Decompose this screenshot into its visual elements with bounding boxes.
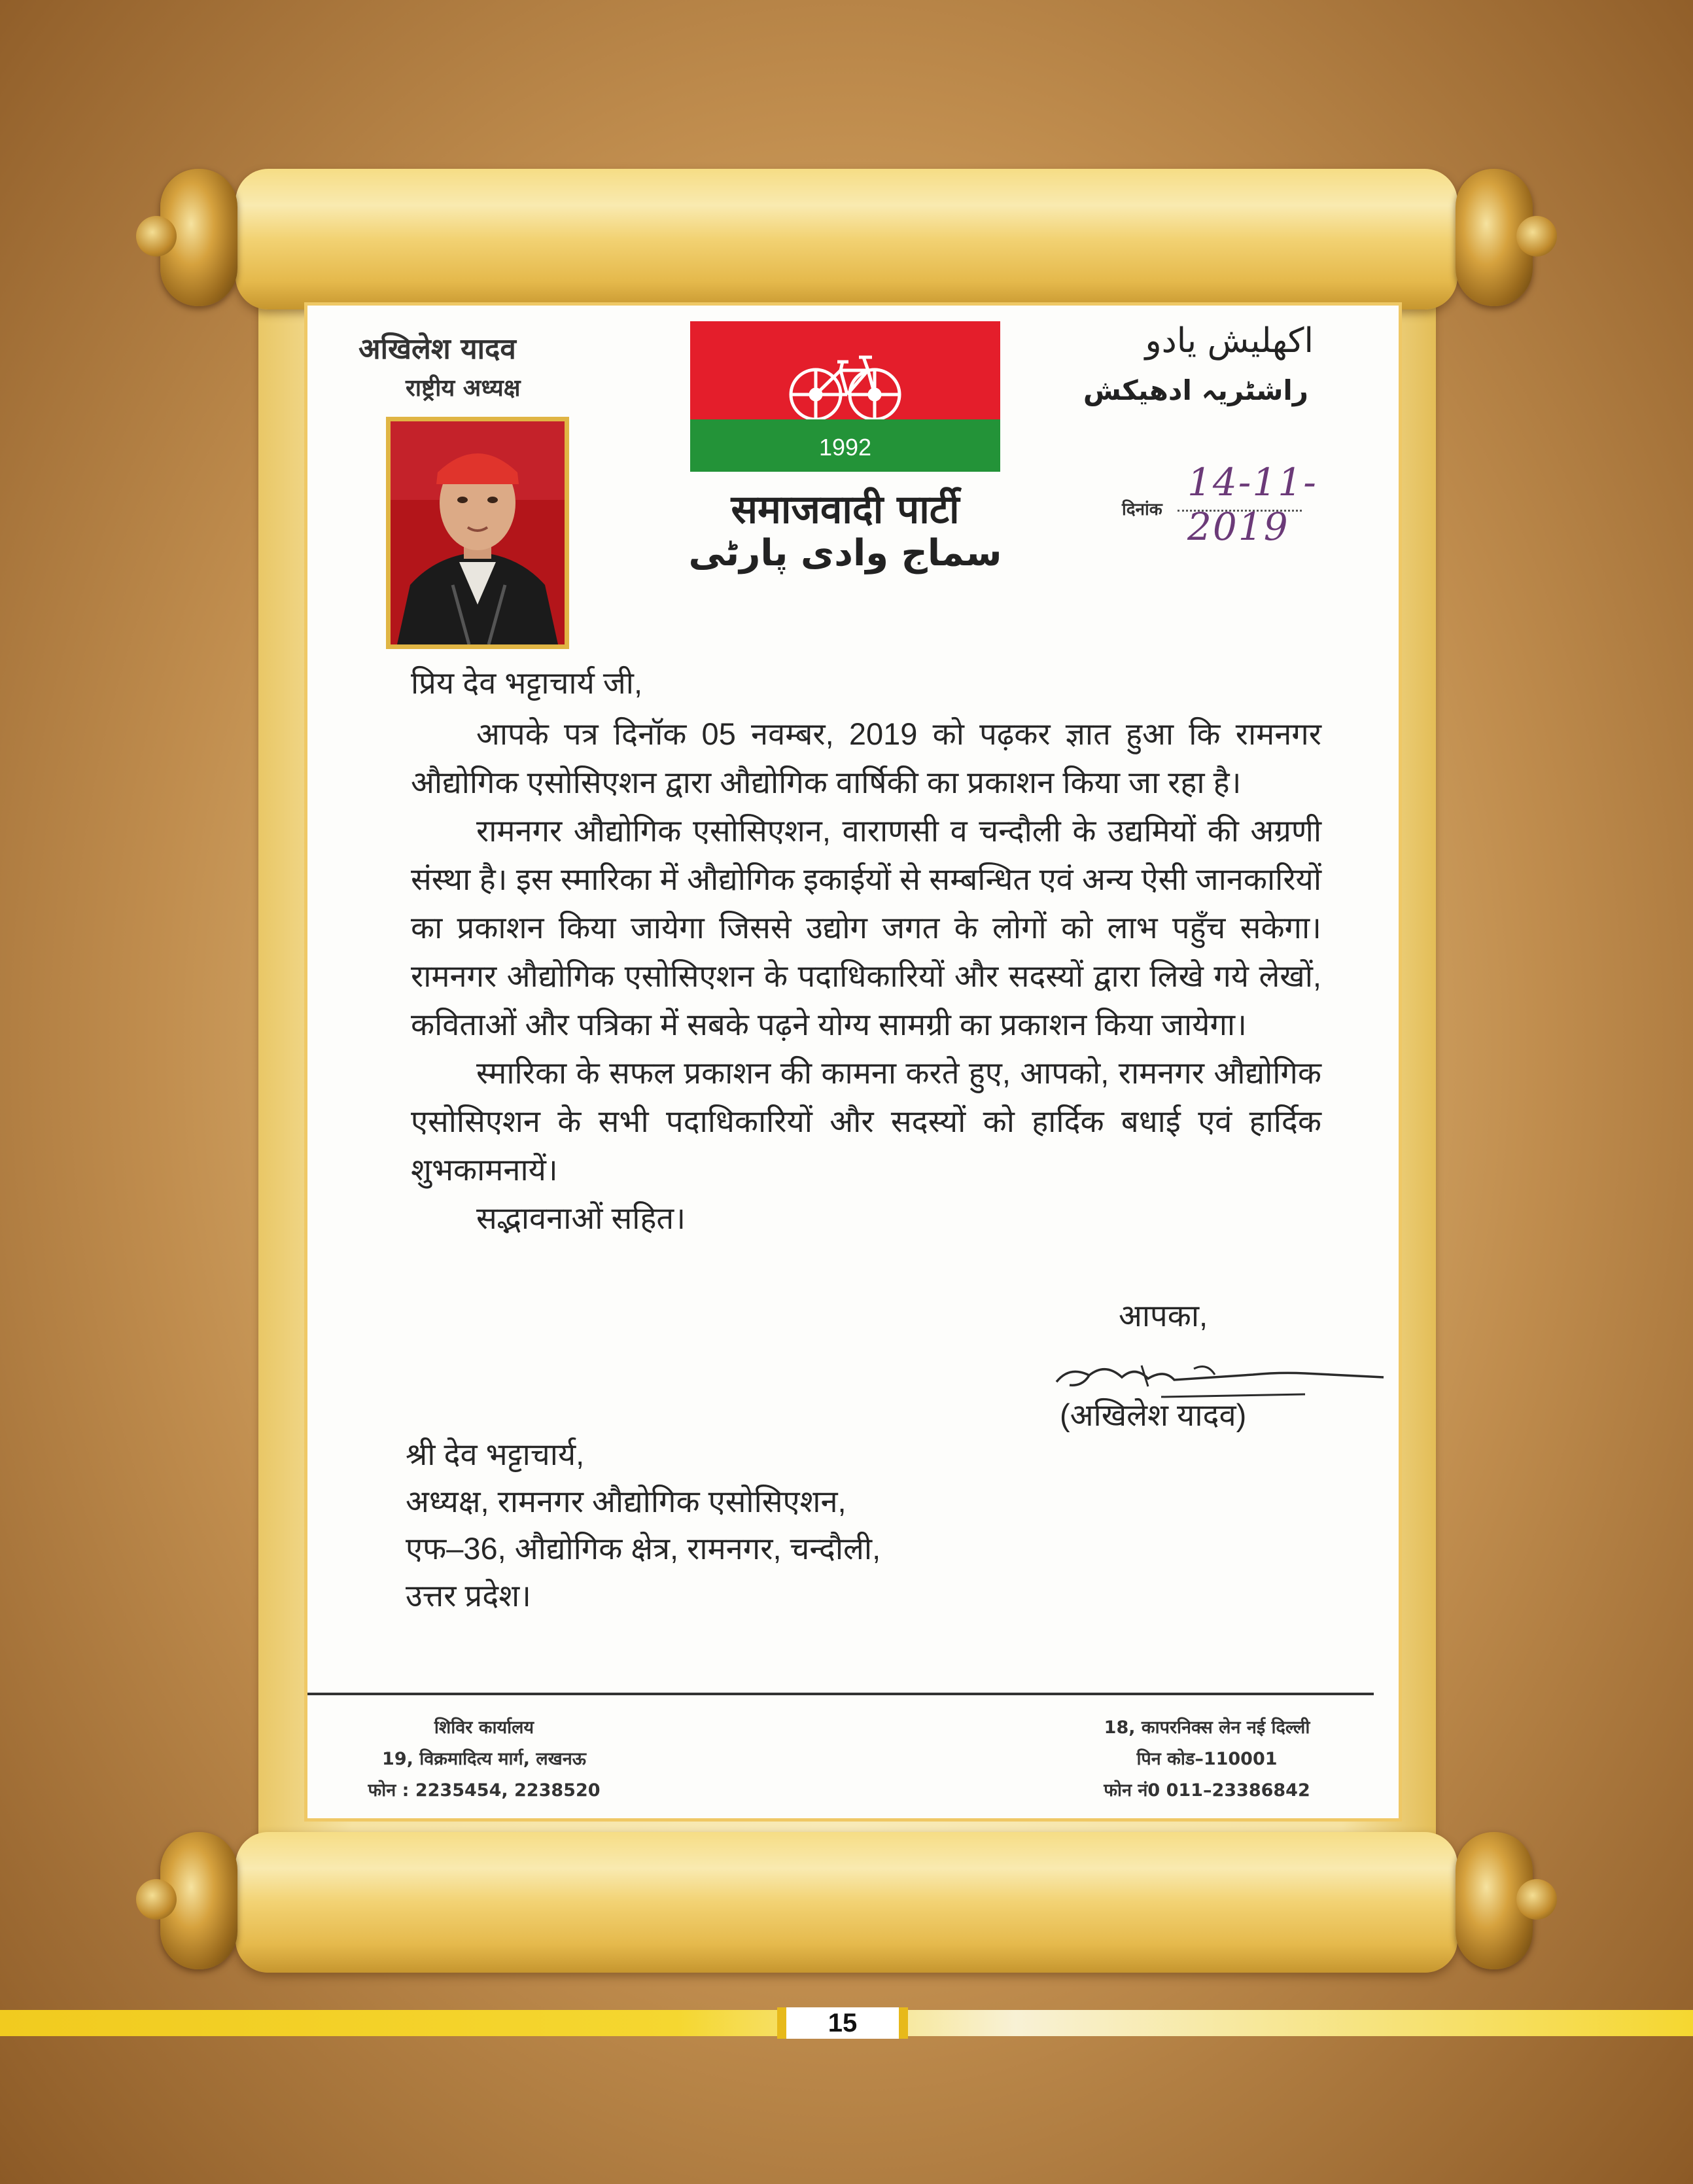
scroll-bottom-roll [236,1832,1457,1973]
page-number-box [777,2007,908,2039]
scroll-knob-bottom-right [1516,1879,1557,1920]
portrait-illustration [391,421,565,644]
footer-line: शिविर कार्यालय [434,1717,534,1738]
scroll-knob-top-right [1516,216,1557,256]
footer-camp-office [334,1712,635,1806]
flag-year: 1992 [818,434,872,461]
address-line: श्री देव भट्टाचार्य, [406,1437,585,1471]
sender-name-urdu: اکھلیش یادو [1145,321,1314,361]
footer-line: फोन : 2235454, 2238520 [368,1780,601,1801]
bicycle-icon [690,321,1000,419]
address-line: एफ–36, औद्योगिक क्षेत्र, रामनगर, चन्दौली, [406,1531,881,1566]
handwritten-date: 14-11-2019 [1187,460,1318,549]
footer-line: फोन नं0 011–23386842 [1104,1780,1310,1801]
party-flag [690,321,1000,472]
footer-divider [307,1693,1374,1695]
body-paragraph: सद्भावनाओं सहित। [476,1201,686,1235]
scroll-top-roll [236,169,1457,309]
scroll-knob-top-left [136,216,177,256]
body-paragraph: आपके पत्र दिनॉक 05 नवम्बर, 2019 को पढ़कर ज्ञात हुआ कि रामनगर औद्योगिक एसोसिएशन द्वारा औद्योगिक वार्षिकी का प्रकाशन किया जा रहा है। [411,716,1321,800]
page-number: 15 [828,2009,858,2037]
footer-line: 18, कापरनिक्स लेन नई दिल्ली [1104,1717,1310,1738]
footer-delhi-office [1053,1712,1361,1806]
scroll-knob-bottom-left [136,1879,177,1920]
sender-title-hindi: राष्ट्रीय अध्यक्ष [406,375,521,402]
closing: आपका, [1119,1298,1208,1333]
sender-name-hindi: अखिलेश यादव [358,332,516,366]
letterhead [304,302,1402,1822]
date-label: दिनांक [1122,500,1162,520]
party-name-hindi: समाजवादी पार्टी [731,487,960,533]
body-paragraph: स्मारिका के सफल प्रकाशन की कामना करते हुए, आपको, रामनगर औद्योगिक एसोसिएशन के सभी पदाधिकारियों और सदस्यों को हार्दिक बधाई एवं हार्दिक शुभकामनायें। [411,1055,1321,1187]
address-line: उत्तर प्रदेश। [406,1578,531,1613]
address-line: अध्यक्ष, रामनगर औद्योगिक एसोसिएशन, [406,1484,846,1519]
footer-line: पिन कोड–110001 [1136,1749,1278,1769]
footer-line: 19, विक्रमादित्य मार्ग, लखनऊ [382,1749,586,1769]
sender-photo [386,417,569,649]
sender-title-urdu: راشٹریہ ادھیکش [1083,374,1308,406]
recipient-address [406,1431,881,1619]
body-paragraph: रामनगर औद्योगिक एसोसिएशन, वाराणसी व चन्दौली के उद्यमियों की अग्रणी संस्था है। इस स्मारिका में औद्योगिक इकाईयों से सम्बन्धित एवं अन्य ऐसी जानकारियों का प्रकाशन किया जायेगा जिससे उद्योग जगत के लोगों को लाभ पहुँच सकेगा। रामनगर औद्योगिक एसोसिएशन के पदाधिकारियों और सदस्यों द्वारा लिखे गये लेखों, कविताओं और पत्रिका में सबके पढ़ने योग्य सामग्री का प्रकाशन किया जायेगा। [411,813,1321,1042]
party-name-urdu: سماج وادی پارٹی [688,532,1002,574]
salutation: प्रिय देव भट्टाचार्य जी, [411,665,643,700]
signatory-name: (अखिलेश यादव) [1060,1398,1247,1432]
letter-body [411,710,1321,1242]
